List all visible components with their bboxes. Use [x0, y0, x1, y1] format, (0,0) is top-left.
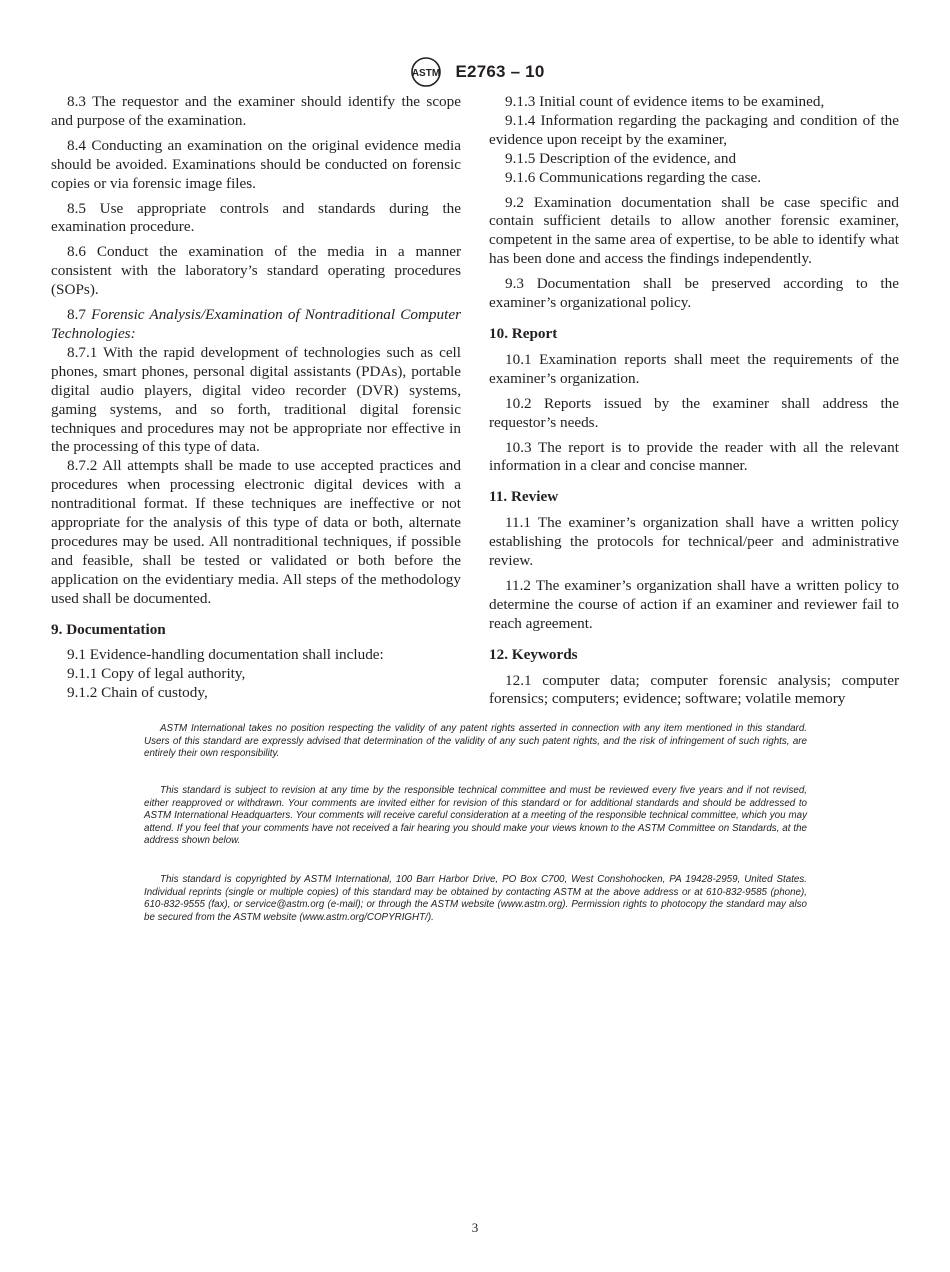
patent-notice-text: ASTM International takes no position respecting the validity of any patent rights asserted in connection with any item mentioned in this standard. Users of this standard are expressly advised that determination of the validity of any such patent rights, and the risk of infringement of such rights, are entirely their own responsibility.	[144, 723, 807, 760]
section-8-7-1: 8.7.1 With the rapid development of technologies such as cell phones, smart phones, personal digital assistants (PDAs), portable digital audio players, digital video recorder (DVR) systems, gaming systems, and so forth, traditional digital forensic techniques and procedures may not be appropriate nor effective in the processing of this type of data.	[51, 343, 461, 456]
section-9-3: 9.3 Documentation shall be preserved according to the examiner’s organizational policy.	[489, 275, 899, 312]
astm-logo-icon	[406, 56, 446, 88]
section-9-1-6: 9.1.6 Communications regarding the case.	[505, 168, 762, 186]
heading-documentation: 9. Documentation	[51, 620, 166, 638]
section-9-1-1: 9.1.1 Copy of legal authority,	[67, 665, 246, 683]
section-8-4: 8.4 Conducting an examination on the original evidence media should be avoided. Examinations should be conducted on forensic copies or via forensic image files.	[51, 136, 461, 192]
section-12-1: 12.1 computer data; computer forensic analysis; computer forensics; computers; evidence; software; volatile memory	[489, 671, 899, 708]
section-10-2: 10.2 Reports issued by the examiner shall address the requestor’s needs.	[489, 394, 899, 431]
copyright-notice-text: This standard is copyrighted by ASTM International, 100 Barr Harbor Drive, PO Box C700, West Conshohocken, PA 19428-2959, United States. Individual reprints (single or multiple copies) of this standard may be obtained by contacting ASTM at the above address or at 610-832-9585 (phone), 610-832-9555 (fax), or service@astm.org (e-mail); or through the ASTM website (www.astm.org). Permission rights to photocopy the standard may also be secured from the ASTM website (www.astm.org/COPYRIGHT/).	[144, 874, 807, 923]
logo-text: ASTM	[411, 68, 440, 79]
section-9-1-3: 9.1.3 Initial count of evidence items to be examined,	[505, 93, 825, 110]
standard-designation: E2763 – 10	[455, 62, 545, 81]
section-8-5: 8.5 Use appropriate controls and standards during the examination procedure.	[51, 199, 461, 236]
heading-report: 10. Report	[489, 324, 558, 342]
section-9-1-5: 9.1.5 Description of the evidence, and	[505, 149, 737, 167]
copyright-notice	[144, 874, 807, 924]
section-9-1: 9.1 Evidence-handling documentation shall include:	[67, 646, 384, 664]
section-8-6: 8.6 Conduct the examination of the media in a manner consistent with the laboratory’s standard operating procedures (SOPs).	[51, 243, 461, 299]
section-9-2: 9.2 Examination documentation shall be case specific and contain sufficient details to allow another forensic examiner, competent in the same area of expertise, to be able to identify what has been done and access the findings independently.	[489, 193, 899, 268]
section-8-7-2: 8.7.2 All attempts shall be made to use accepted practices and procedures when processing electronic digital devices with a nontraditional format. If these techniques are ineffective or not appropriate for the analysis of this type of data or both, alternate procedures may be used. All nontraditional techniques, if possible and feasible, shall be tested or validated or both before the application on the evidentiary media. All steps of the methodology used shall be documented.	[51, 457, 461, 607]
page-header	[0, 56, 950, 88]
section-10-3: 10.3 The report is to provide the reader with all the relevant information in a clear and concise manner.	[489, 438, 899, 475]
page-number: 3	[471, 1220, 479, 1235]
section-9-1-4: 9.1.4 Information regarding the packaging and condition of the evidence upon receipt by the examiner,	[489, 111, 899, 148]
section-9-1-2: 9.1.2 Chain of custody,	[67, 684, 208, 702]
section-11-2: 11.2 The examiner’s organization shall have a written policy to determine the course of action if an examiner and reviewer fail to reach agreement.	[489, 576, 899, 632]
section-8-7-number: 8.7	[67, 306, 86, 324]
heading-keywords: 12. Keywords	[489, 645, 578, 663]
section-11-1: 11.1 The examiner’s organization shall have a written policy establishing the protocols for technical/peer and administrative review.	[489, 514, 899, 570]
section-8-7	[51, 306, 461, 344]
section-8-3: 8.3 The requestor and the examiner should identify the scope and purpose of the examination.	[51, 93, 461, 129]
revision-notice-text: This standard is subject to revision at any time by the responsible technical committee and must be reviewed every five years and if not revised, either reapproved or withdrawn. Your comments are invited either for revision of this standard or for additional standards and should be addressed to ASTM International Headquarters. Your comments will receive careful consideration at a meeting of the responsible technical committee, which you may attend. If you feel that your comments have not received a fair hearing you should make your views known to the ASTM Committee on Standards, at the address shown below.	[144, 785, 807, 847]
left-column	[51, 93, 461, 703]
revision-notice	[144, 785, 807, 848]
patent-notice	[144, 723, 807, 761]
section-10-1: 10.1 Examination reports shall meet the requirements of the examiner’s organization.	[489, 350, 899, 387]
section-8-7-title: Forensic Analysis/Examination of Nontraditional Computer Technologies:	[51, 306, 461, 342]
right-column	[489, 93, 899, 715]
heading-review: 11. Review	[489, 488, 559, 506]
